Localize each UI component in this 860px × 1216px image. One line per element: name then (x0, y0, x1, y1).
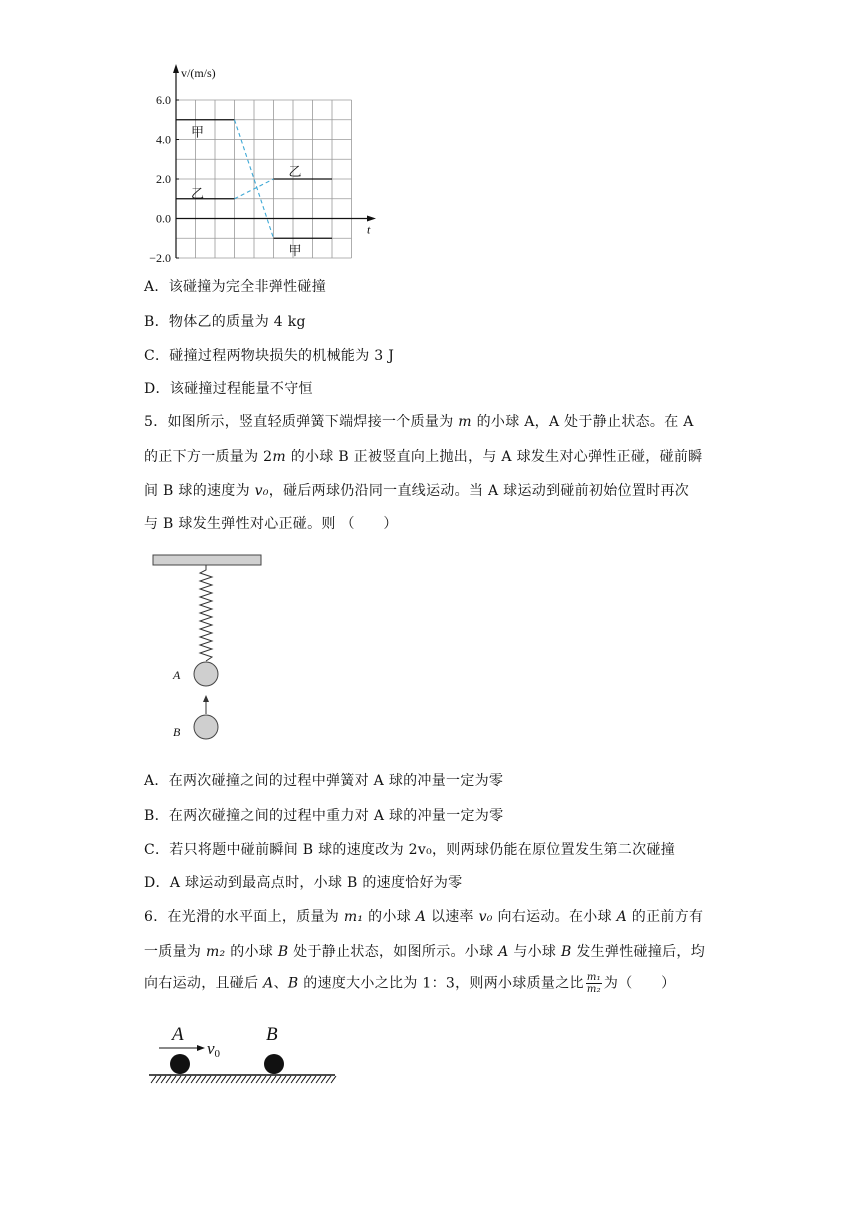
hatch-line (226, 1076, 231, 1083)
q5-stem-line-2: 的正下方一质量为 2m 的小球 B 正被竖直向上抛出，与 A 球发生对心弹性正碰，碰前瞬 (144, 449, 703, 465)
q5-stem-line-1: 5．如图所示，竖直轻质弹簧下端焊接一个质量为 m 的小球 A，A 处于静止状态。在 A (144, 414, 694, 430)
hatch-line (206, 1076, 211, 1083)
arrow-head (197, 1045, 205, 1051)
ground-hatch (151, 1076, 336, 1083)
y-axis-arrow (173, 64, 179, 73)
hatch-line (176, 1076, 181, 1083)
x-axis-label: t (367, 222, 371, 237)
mass-ratio-fraction: $\frac{\text{m₁}}{\text{m₂}}$ (586, 972, 601, 995)
hatch-line (231, 1076, 236, 1083)
q5-option-a: A．在两次碰撞之间的过程中弹簧对 A 球的冲量一定为零 (144, 773, 504, 789)
hatch-line (151, 1076, 156, 1083)
hatch-line (271, 1076, 276, 1083)
x-axis-arrow (367, 216, 376, 222)
ball-a (170, 1054, 190, 1074)
hatch-line (256, 1076, 261, 1083)
hatch-line (331, 1076, 336, 1083)
hatch-line (296, 1076, 301, 1083)
hatch-line (221, 1076, 226, 1083)
ball-b (264, 1054, 284, 1074)
series-label: 甲 (190, 124, 204, 140)
q5-stem-line-3: 间 B 球的速度为 v₀，碰后两球仍沿同一直线运动。当 A 球运动到碰前初始位置时再次 (144, 483, 690, 499)
hatch-line (161, 1076, 166, 1083)
ball-a-label: A (172, 1024, 184, 1045)
ball-b-label: B (173, 725, 181, 739)
hatch-line (286, 1076, 291, 1083)
q5-option-c: C．若只将题中碰前瞬间 B 球的速度改为 2v₀，则两球仍能在原位置发生第二次碰撞 (144, 842, 676, 858)
y-tick-label: 4.0 (156, 132, 171, 147)
y-axis-label: v/(m/s) (181, 66, 216, 80)
y-tick-label: 6.0 (156, 93, 171, 107)
arrow-head (203, 695, 209, 702)
hatch-line (316, 1076, 321, 1083)
hatch-line (156, 1076, 161, 1083)
ball-a-label: A (173, 668, 181, 682)
hatch-line (181, 1076, 186, 1083)
hatch-line (321, 1076, 326, 1083)
hatch-line (211, 1076, 216, 1083)
ceiling-plate (153, 555, 261, 565)
spring-ball-figure (150, 552, 270, 747)
y-tick-label: −2.0 (149, 251, 171, 265)
y-tick-label: 2.0 (156, 172, 171, 186)
q4-option-a: A．该碰撞为完全非弹性碰撞 (144, 279, 327, 295)
velocity-label: v0 (207, 1039, 221, 1060)
spring (200, 565, 212, 661)
q4-option-b: B．物体乙的质量为 4 kg (144, 314, 306, 330)
hatch-line (241, 1076, 246, 1083)
ball-a (194, 662, 218, 686)
hatch-line (266, 1076, 271, 1083)
hatch-line (191, 1076, 196, 1083)
hatch-line (326, 1076, 331, 1083)
q4-option-c: C．碰撞过程两物块损失的机械能为 3 J (144, 348, 395, 364)
hatch-line (196, 1076, 201, 1083)
series-label: 甲 (288, 243, 302, 259)
hatch-line (171, 1076, 176, 1083)
ball-b (194, 715, 218, 739)
hatch-line (216, 1076, 221, 1083)
hatch-line (261, 1076, 266, 1083)
hatch-line (311, 1076, 316, 1083)
q6-stem-line-3: 向右运动，且碰后 A、B 的速度大小之比为 1：3，则两小球质量之比 $\frac{\text{m₁}}{\text{m₂}}$ 为（ ） (144, 972, 676, 995)
hatch-line (306, 1076, 311, 1083)
q5-option-b: B．在两次碰撞之间的过程中重力对 A 球的冲量一定为零 (144, 808, 504, 824)
q5-stem-line-4: 与 B 球发生弹性对心正碰。则 （ ） (144, 516, 398, 532)
hatch-line (236, 1076, 241, 1083)
hatch-line (246, 1076, 251, 1083)
hatch-line (276, 1076, 281, 1083)
q6-stem-line-1: 6．在光滑的水平面上，质量为 m₁ 的小球 A 以速率 v₀ 向右运动。在小球 A 的正前方有 (144, 909, 704, 925)
collision-figure (145, 1018, 345, 1090)
hatch-line (301, 1076, 306, 1083)
hatch-line (166, 1076, 171, 1083)
series-label: 乙 (288, 164, 302, 180)
chart-axes (149, 64, 376, 265)
hatch-line (251, 1076, 256, 1083)
hatch-line (186, 1076, 191, 1083)
ball-b-label: B (266, 1024, 278, 1045)
hatch-line (201, 1076, 206, 1083)
hatch-line (281, 1076, 286, 1083)
velocity-time-chart (140, 62, 390, 272)
hatch-line (291, 1076, 296, 1083)
q6-stem-line-2: 一质量为 m₂ 的小球 B 处于静止状态，如图所示。小球 A 与小球 B 发生弹性碰撞后，均 (144, 944, 706, 960)
series-label: 乙 (190, 185, 204, 201)
q5-option-d: D．A 球运动到最高点时，小球 B 的速度恰好为零 (144, 875, 463, 891)
q4-option-d: D．该碰撞过程能量不守恒 (144, 381, 313, 397)
y-tick-label: 0.0 (156, 211, 171, 226)
